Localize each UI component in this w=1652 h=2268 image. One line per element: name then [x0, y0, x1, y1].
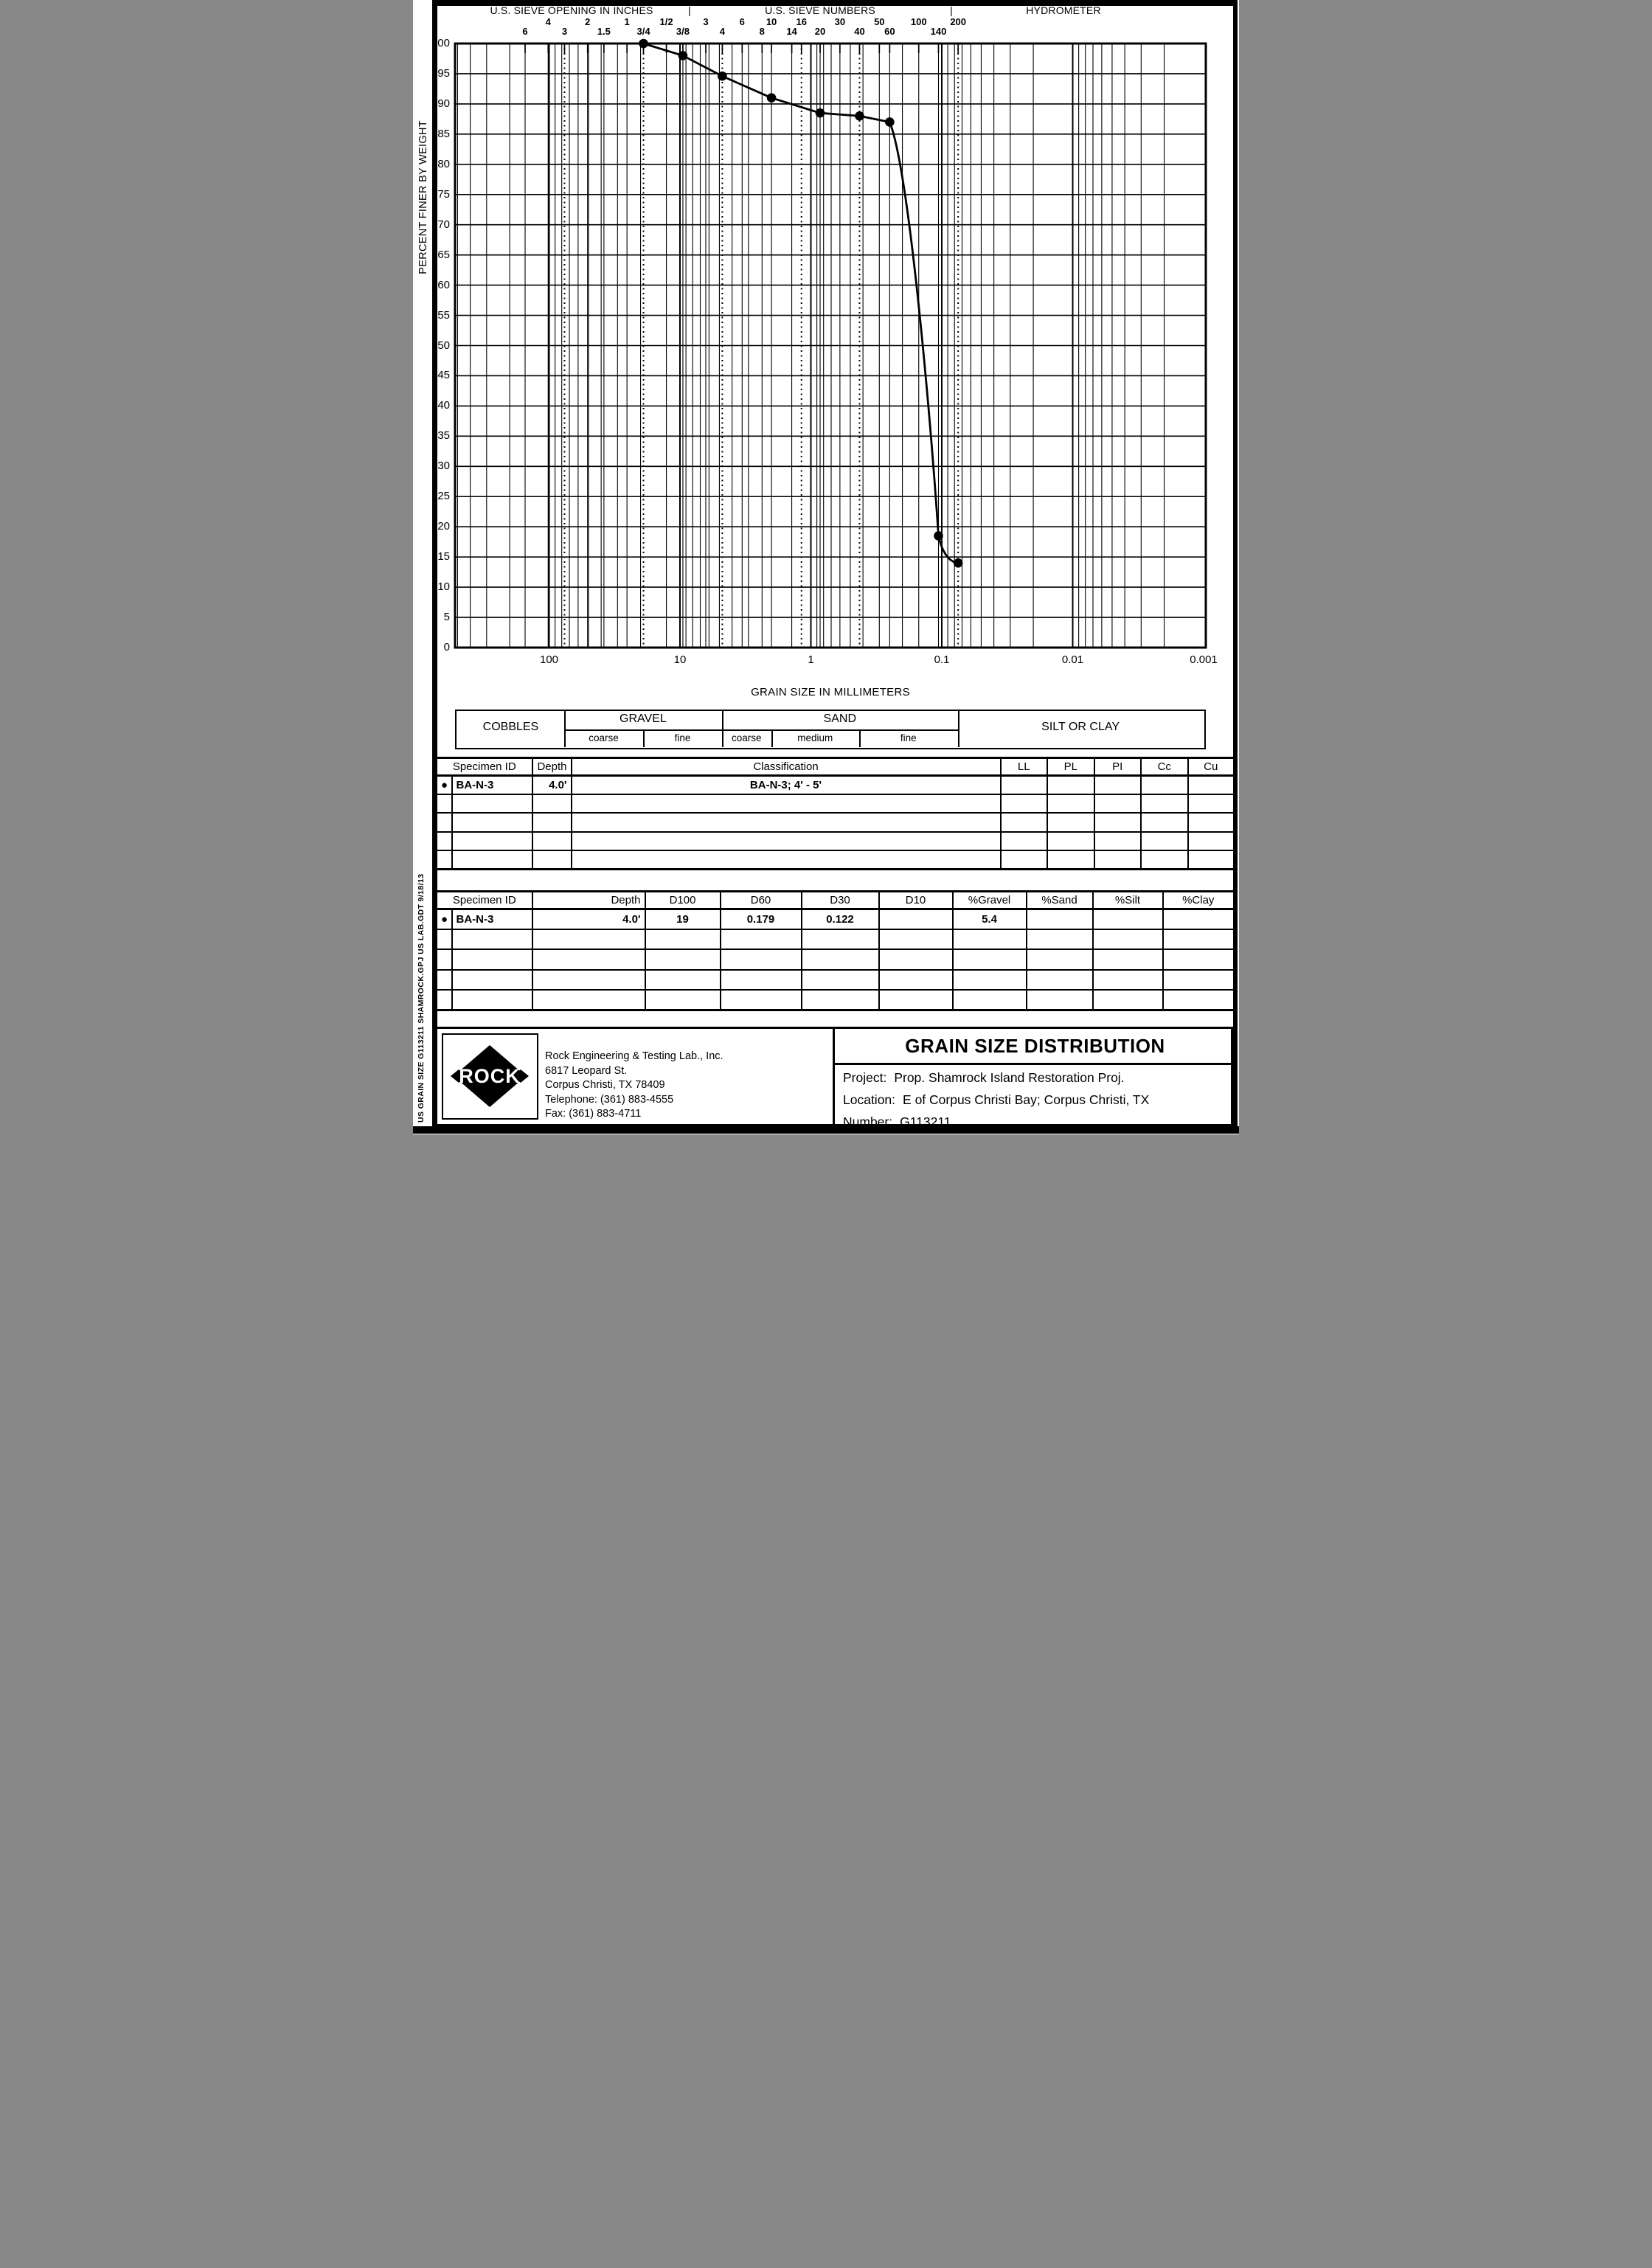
sieve-size-label: 6: [739, 16, 745, 27]
y-tick-label: 100: [431, 37, 450, 49]
table-cell: [532, 929, 645, 949]
sieve-size-label: 3: [561, 26, 568, 37]
y-tick-label: 20: [437, 520, 450, 533]
top-axis-separator-2: |: [950, 4, 953, 16]
band-label: medium: [797, 732, 833, 743]
table-cell: 0.179: [721, 909, 802, 929]
table-cell: 4.0': [532, 909, 645, 929]
data-point-marker: [954, 558, 963, 568]
table-cell: [532, 813, 572, 831]
table-cell: [1001, 794, 1048, 813]
series-marker-cell: [437, 813, 452, 831]
band-label: SILT OR CLAY: [1041, 721, 1120, 733]
table-cell: [532, 990, 645, 1010]
y-tick-label: 85: [437, 127, 450, 140]
column-header: Cc: [1141, 758, 1188, 776]
table-cell: [802, 990, 879, 1010]
footer-field: [843, 1092, 1234, 1108]
table-row: [437, 990, 1235, 1010]
table-cell: [452, 970, 532, 990]
table-cell: [953, 949, 1027, 969]
band-group-divider: [958, 711, 959, 747]
footer-field-value: G113211: [900, 1114, 951, 1129]
table-cell: [1188, 813, 1235, 831]
table-cell: [532, 949, 645, 969]
series-marker-cell: [437, 794, 452, 813]
column-header: Depth: [532, 758, 572, 776]
footer-field: [843, 1114, 1234, 1130]
table-cell: [879, 949, 953, 969]
table-cell: [879, 929, 953, 949]
top-axis-separator-1: |: [688, 4, 691, 16]
column-header: D60: [721, 892, 802, 909]
table-cell: [1047, 794, 1094, 813]
table-cell: [1027, 929, 1093, 949]
table-cell: [1093, 949, 1163, 969]
table-cell: [802, 949, 879, 969]
table-cell: BA-N-3: [452, 776, 532, 794]
table-cell: [953, 929, 1027, 949]
band-label: fine: [900, 732, 917, 743]
footer-field-label: Project:: [843, 1070, 887, 1085]
data-point-marker: [816, 108, 825, 118]
table-cell: [1093, 929, 1163, 949]
column-header: %Sand: [1027, 892, 1093, 909]
sieve-size-label: 3/8: [676, 26, 690, 37]
table-cell: [1093, 909, 1163, 929]
svg-text:ROCK: ROCK: [459, 1065, 521, 1087]
sieve-size-label: 1/2: [659, 16, 673, 27]
table-cell: [1094, 813, 1142, 831]
column-header: Specimen ID: [437, 892, 532, 909]
y-tick-label: 90: [437, 97, 450, 110]
sieve-size-label: 100: [910, 16, 927, 27]
grain-size-values-table: [435, 890, 1235, 1011]
band-sub-divider: [771, 729, 773, 748]
sieve-size-label: 4: [719, 26, 725, 37]
table-cell: [1141, 776, 1188, 794]
x-tick-label: 0.001: [1190, 653, 1218, 666]
company-address-line: Fax: (361) 883-4711: [545, 1108, 642, 1120]
table-cell: [452, 929, 532, 949]
table-row: [437, 776, 1235, 794]
table-cell: [1001, 850, 1048, 869]
y-tick-label: 45: [437, 369, 450, 382]
top-axis-section-hydrometer: HYDROMETER: [1026, 4, 1101, 16]
footer-block: [435, 1027, 1233, 1129]
table-cell: [645, 970, 721, 990]
y-tick-label: 65: [437, 248, 450, 261]
table-cell: [1027, 990, 1093, 1010]
table-cell: [953, 990, 1027, 1010]
table-cell: [1027, 970, 1093, 990]
column-header: %Clay: [1163, 892, 1235, 909]
table-cell: [645, 949, 721, 969]
table-cell: [645, 929, 721, 949]
table-cell: [1047, 832, 1094, 850]
x-tick-label: 10: [673, 653, 687, 666]
column-header: PI: [1094, 758, 1142, 776]
y-tick-label: 10: [437, 580, 450, 594]
table-cell: [879, 970, 953, 990]
series-marker-cell: [437, 832, 452, 850]
y-tick-label: 50: [437, 339, 450, 352]
column-header: D30: [802, 892, 879, 909]
table-cell: [645, 990, 721, 1010]
table-row: [437, 794, 1235, 813]
table-cell: [1027, 949, 1093, 969]
table-cell: [879, 909, 953, 929]
x-axis-title: GRAIN SIZE IN MILLIMETERS: [751, 686, 910, 698]
chart-canvas: [413, 0, 1239, 708]
table-cell: [452, 832, 532, 850]
rock-logo-icon: [443, 1035, 536, 1117]
sieve-size-label: 1.5: [597, 26, 611, 37]
table-row: [437, 970, 1235, 990]
x-tick-label: 0.1: [934, 653, 950, 666]
table-cell: [721, 949, 802, 969]
top-axis-section-inches: U.S. SIEVE OPENING IN INCHES: [490, 4, 653, 16]
table-cell: [1094, 832, 1142, 850]
series-marker-cell: [437, 970, 452, 990]
sieve-size-label: 60: [884, 26, 895, 37]
table-row: [437, 813, 1235, 831]
footer-field-label: Location:: [843, 1092, 896, 1107]
data-point-marker: [678, 51, 688, 60]
classification-band-table: [455, 710, 1206, 749]
table-cell: [1141, 813, 1188, 831]
table-row: [437, 832, 1235, 850]
x-tick-label: 0.01: [1061, 653, 1084, 666]
column-header: PL: [1047, 758, 1094, 776]
series-marker-cell: [437, 929, 452, 949]
series-marker-cell: [437, 990, 452, 1010]
column-header: Specimen ID: [437, 758, 532, 776]
x-tick-label: 100: [539, 653, 559, 666]
sieve-size-label: 2: [585, 16, 591, 27]
band-label: GRAVEL: [620, 712, 667, 725]
sieve-size-label: 6: [522, 26, 528, 37]
data-point-marker: [885, 117, 895, 127]
y-tick-label: 70: [437, 218, 450, 231]
band-label: COBBLES: [482, 721, 539, 733]
table-cell: [1188, 776, 1235, 794]
series-marker-cell: ●: [437, 909, 452, 929]
band-label: coarse: [731, 732, 762, 743]
table-cell: [532, 794, 572, 813]
table-cell: [1093, 990, 1163, 1010]
sieve-size-label: 50: [874, 16, 885, 27]
table-cell: [572, 832, 1001, 850]
sieve-size-label: 40: [854, 26, 865, 37]
footer-field-value: E of Corpus Christi Bay; Corpus Christi, TX: [903, 1092, 1150, 1107]
company-address-line: Telephone: (361) 883-4555: [545, 1093, 674, 1106]
table-cell: [532, 832, 572, 850]
column-header: Cu: [1188, 758, 1235, 776]
y-tick-label: 80: [437, 157, 450, 170]
sieve-size-label: 10: [766, 16, 777, 27]
table-cell: [572, 794, 1001, 813]
column-header: %Silt: [1093, 892, 1163, 909]
table-cell: [1141, 850, 1188, 869]
data-point-marker: [767, 93, 777, 103]
sidebar-file-note: US GRAIN SIZE G113211 SHAMROCK.GPJ US LAB.GDT 9/18/13: [417, 873, 426, 1123]
table-cell: [572, 850, 1001, 869]
column-header: %Gravel: [953, 892, 1027, 909]
table-cell: [802, 970, 879, 990]
x-tick-label: 1: [808, 653, 814, 666]
column-header: LL: [1001, 758, 1048, 776]
table-cell: [721, 970, 802, 990]
sieve-size-label: 1: [624, 16, 630, 27]
table-cell: [1001, 776, 1048, 794]
table-cell: [802, 929, 879, 949]
grain-size-chart: [413, 0, 1239, 708]
table-cell: [452, 794, 532, 813]
table-cell: [1001, 813, 1048, 831]
band-label: SAND: [823, 712, 857, 725]
table-cell: [452, 813, 532, 831]
y-tick-label: 75: [437, 187, 450, 201]
y-tick-label: 60: [437, 278, 450, 291]
table-cell: [1047, 776, 1094, 794]
sieve-size-label: 30: [834, 16, 846, 27]
data-point-marker: [718, 72, 727, 81]
band-label: fine: [674, 732, 691, 743]
table-cell: [532, 850, 572, 869]
table-row: [437, 949, 1235, 969]
company-logo-box: [442, 1033, 538, 1120]
data-point-marker: [934, 531, 943, 541]
footer-field: [843, 1070, 1234, 1086]
report-title-cell: [835, 1029, 1235, 1065]
table-cell: [879, 990, 953, 1010]
table-cell: BA-N-3: [452, 909, 532, 929]
company-address-line: Corpus Christi, TX 78409: [545, 1079, 665, 1091]
specimen-classification-table: [435, 757, 1235, 870]
table-cell: BA-N-3; 4' - 5': [572, 776, 1001, 794]
table-cell: [1047, 850, 1094, 869]
table-cell: [1163, 970, 1235, 990]
series-marker-cell: [437, 949, 452, 969]
table-cell: [452, 949, 532, 969]
data-point-marker: [639, 39, 648, 49]
table-cell: [721, 929, 802, 949]
table-cell: [953, 970, 1027, 990]
footer-field-label: Number:: [843, 1114, 893, 1129]
table-cell: [1163, 949, 1235, 969]
table-cell: [1188, 794, 1235, 813]
y-axis-title: PERCENT FINER BY WEIGHT: [417, 120, 429, 274]
table-cell: [1027, 909, 1093, 929]
sieve-size-label: 14: [786, 26, 797, 37]
table-cell: [1001, 832, 1048, 850]
grain-size-report-page: [413, 0, 1239, 1134]
y-tick-label: 0: [443, 641, 450, 653]
y-tick-label: 15: [437, 550, 450, 563]
column-header: Depth: [532, 892, 645, 909]
column-header: D100: [645, 892, 721, 909]
table-cell: 4.0': [532, 776, 572, 794]
table-cell: [1163, 990, 1235, 1010]
table-cell: [1094, 776, 1142, 794]
sieve-size-label: 16: [796, 16, 807, 27]
band-label: coarse: [589, 732, 619, 743]
company-address: [545, 1050, 825, 1122]
band-sub-divider: [859, 729, 861, 748]
table-row: [437, 929, 1235, 949]
series-marker-cell: [437, 850, 452, 869]
table-cell: [1047, 813, 1094, 831]
column-header: D10: [879, 892, 953, 909]
table-cell: [572, 813, 1001, 831]
sieve-size-label: 4: [545, 16, 551, 27]
column-header: Classification: [572, 758, 1001, 776]
table-cell: [1188, 850, 1235, 869]
y-tick-label: 25: [437, 490, 450, 503]
table-row: [437, 909, 1235, 929]
footer-field-value: Prop. Shamrock Island Restoration Proj.: [894, 1070, 1125, 1085]
y-tick-label: 40: [437, 399, 450, 412]
company-address-line: Rock Engineering & Testing Lab., Inc.: [545, 1050, 723, 1062]
sieve-size-label: 140: [930, 26, 947, 37]
project-info: [843, 1067, 1234, 1130]
table-cell: 5.4: [953, 909, 1027, 929]
table-cell: [721, 990, 802, 1010]
y-tick-label: 35: [437, 429, 450, 443]
data-point-marker: [855, 111, 864, 121]
table-cell: [1093, 970, 1163, 990]
y-tick-label: 55: [437, 308, 450, 322]
table-cell: [1188, 832, 1235, 850]
y-tick-label: 95: [437, 66, 450, 80]
table-cell: [452, 990, 532, 1010]
band-sub-divider: [643, 729, 645, 748]
table-cell: 0.122: [802, 909, 879, 929]
table-cell: [452, 850, 532, 869]
band-subrow-divider: [722, 729, 958, 731]
table-cell: [1141, 832, 1188, 850]
sieve-size-label: 8: [759, 26, 765, 37]
table-cell: [1141, 794, 1188, 813]
table-cell: [1094, 850, 1142, 869]
table-row: [437, 850, 1235, 869]
sieve-size-label: 3: [703, 16, 709, 27]
report-title: GRAIN SIZE DISTRIBUTION: [905, 1035, 1165, 1057]
top-axis-section-numbers: U.S. SIEVE NUMBERS: [765, 4, 875, 16]
table-cell: [1094, 794, 1142, 813]
sieve-size-label: 3/4: [636, 26, 650, 37]
y-tick-label: 5: [443, 611, 450, 624]
table-cell: [532, 970, 645, 990]
table-cell: [1163, 909, 1235, 929]
sieve-size-label: 20: [814, 26, 826, 37]
table-cell: 19: [645, 909, 721, 929]
company-address-line: 6817 Leopard St.: [545, 1064, 628, 1077]
sieve-size-label: 200: [950, 16, 967, 27]
table-cell: [1163, 929, 1235, 949]
series-marker-cell: ●: [437, 776, 452, 794]
y-tick-label: 30: [437, 460, 450, 473]
